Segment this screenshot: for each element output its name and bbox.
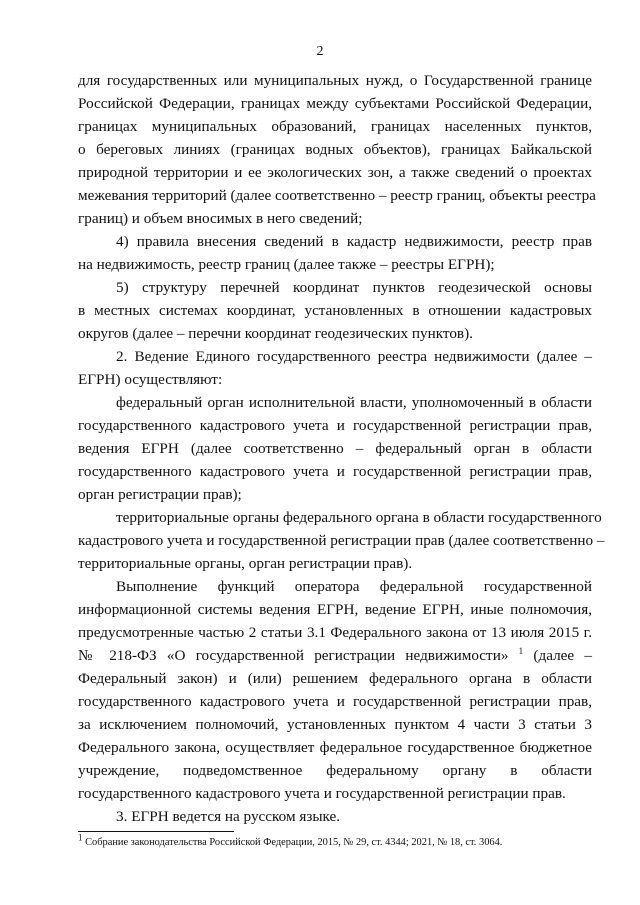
text-line: ЕГРН) осуществляют: — [78, 371, 223, 388]
footnote-marker: 1 — [78, 832, 83, 843]
text-line: предусмотренные частью 2 статьи 3.1 Федерального закона от 13 июля 2015 г. — [78, 624, 592, 641]
text-line: для государственных или муниципальных нужд, о Государственной границе — [78, 72, 592, 89]
text-line: информационной системы ведения ЕГРН, ведение ЕГРН, иные полномочия, — [78, 601, 592, 618]
text-line: межевания территорий (далее соответственно – реестр границ, объекты реестра — [78, 187, 596, 204]
text-line: государственного кадастрового учета и государственной регистрации прав. — [78, 785, 566, 802]
text-line: Выполнение функций оператора федеральной государственной — [116, 578, 592, 595]
text-line: за исключением полномочий, установленных пунктом 4 части 3 статьи 3 — [78, 716, 592, 733]
text-line: Федерального закона, осуществляет федеральное государственное бюджетное — [78, 739, 592, 756]
text-line: природной территории и ее экологических зон, а также сведений о проектах — [78, 164, 592, 181]
text-line: в местных системах координат, установленных в отношении кадастровых — [78, 302, 592, 319]
text-line: государственного кадастрового учета и государственной регистрации прав, — [78, 693, 592, 710]
text-line — [78, 646, 592, 666]
text-line: округов (далее – перечни координат геодезических пунктов). — [78, 325, 473, 342]
text-line: учреждение, подведомственное федеральному органу в области — [78, 762, 592, 779]
text-line: ведения ЕГРН (далее соответственно – федеральный орган в области — [78, 440, 592, 457]
text-line: 3. ЕГРН ведется на русском языке. — [116, 808, 341, 825]
footnote-divider — [78, 831, 234, 832]
footnote — [78, 832, 592, 850]
text-line: границах муниципальных образований, границах населенных пунктов, — [78, 118, 592, 135]
text-line: орган регистрации прав); — [78, 486, 242, 503]
text-line: государственного кадастрового учета и государственной регистрации прав, — [78, 417, 592, 434]
text-line: о береговых линиях (границах водных объектов), границах Байкальской — [78, 141, 592, 158]
text-segment: (далее – — [533, 647, 592, 664]
footnote-text: Собрание законодательства Российской Федерации, 2015, № 29, ст. 4344; 2021, № 18, ст. 3064. — [85, 837, 503, 848]
text-line: 2. Ведение Единого государственного реестра недвижимости (далее – — [116, 348, 592, 365]
text-line: 5) структуру перечней координат пунктов геодезической основы — [116, 279, 592, 296]
text-line: на недвижимость, реестр границ (далее также – реестры ЕГРН); — [78, 256, 495, 273]
text-line: границ) и объем вносимых в него сведений; — [78, 210, 363, 227]
text-line: государственного кадастрового учета и государственной регистрации прав, — [78, 463, 592, 480]
text-line: Российской Федерации, границах между субъектами Российской Федерации, — [78, 95, 592, 112]
text-line: территориальные органы федерального органа в области государственного — [116, 509, 602, 526]
footnote-reference: 1 — [518, 645, 524, 656]
page-number: 2 — [316, 44, 324, 59]
text-segment: № 218-ФЗ «О государственной регистрации недвижимости» — [78, 647, 509, 664]
text-line: федеральный орган исполнительной власти, уполномоченный в области — [116, 394, 592, 411]
text-line: кадастрового учета и государственной регистрации прав (далее соответственно – — [78, 532, 605, 549]
text-line: территориальные органы, орган регистрации прав). — [78, 555, 413, 572]
text-line: 4) правила внесения сведений в кадастр недвижимости, реестр прав — [116, 233, 592, 250]
text-line: Федеральный закон) и (или) решением федерального органа в области — [78, 670, 592, 687]
